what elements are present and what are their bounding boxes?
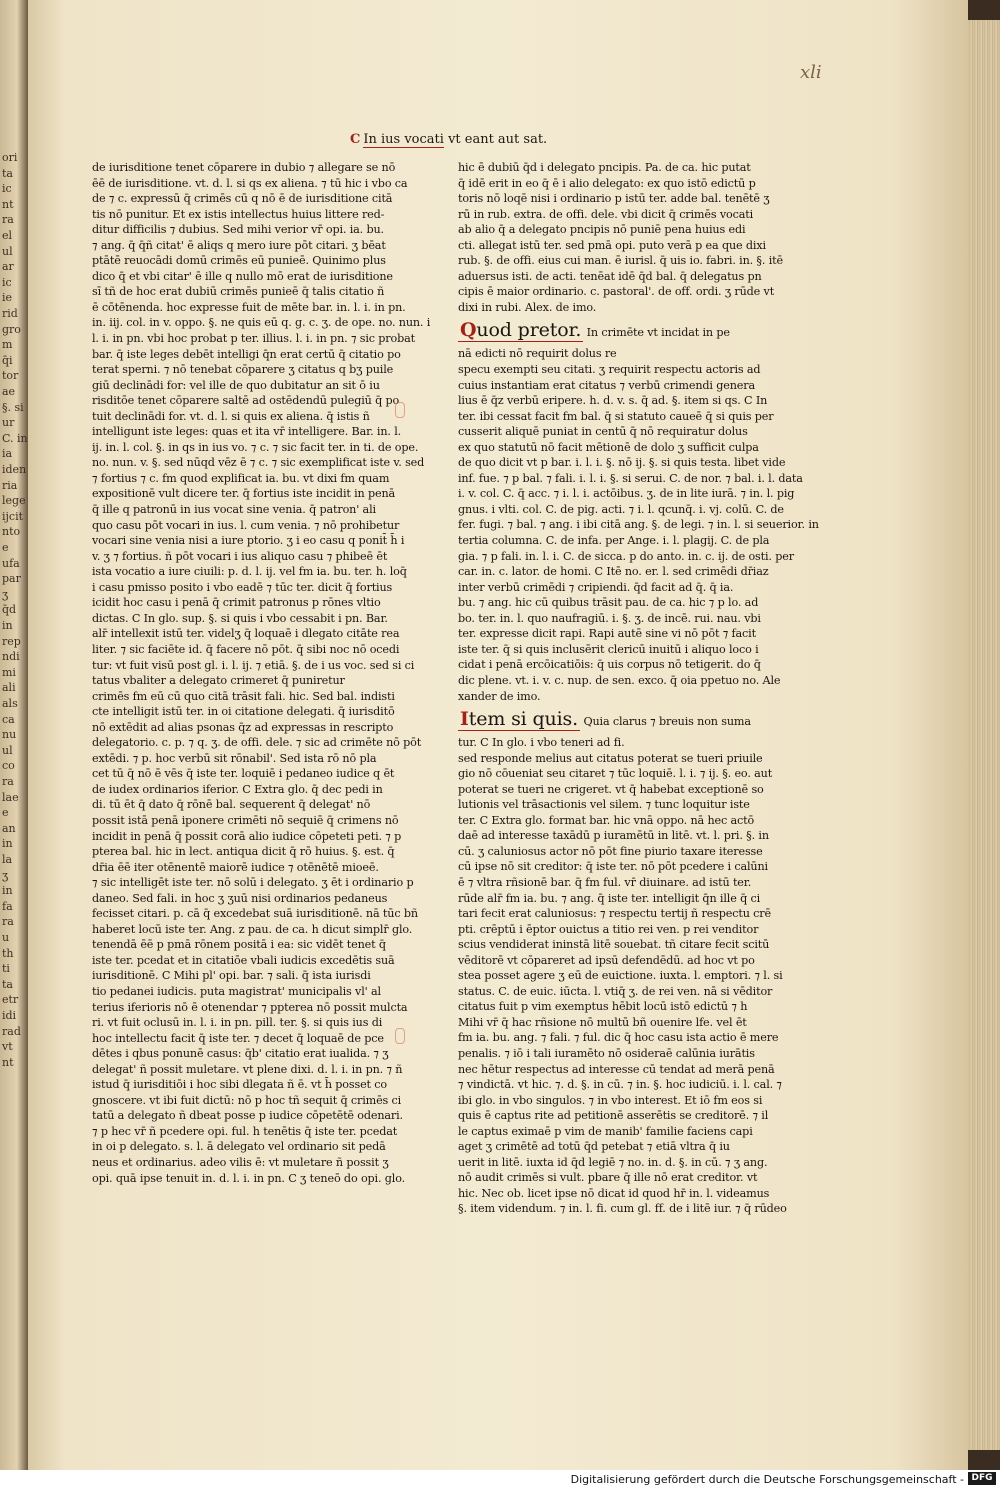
text-line: alr̄ intellexit istū ter. videlʒ q̄ loquaē i dlegato citāte rea [92, 627, 400, 641]
text-line: ⁊ vindictā. vt hic. ⁊. d. §. in cū. ⁊ in. §. hoc iudiciū. i. l. cal. ⁊ [458, 1078, 782, 1092]
text-line: incidit in penā q̄ possit corā alio iudice cōpeteti peti. ⁊ p [92, 829, 402, 843]
facing-page-fragment: ic [2, 275, 12, 289]
text-line: bo. ter. in. l. quo naufragiū. i. §. ʒ. de incē. rui. nau. vbi [458, 611, 761, 625]
text-line: le captus eximaē p vim de manib' familie faciens capi [458, 1124, 753, 1138]
page-fore-edge [968, 20, 1000, 1450]
text-line: no. nun. v. §. sed nūqd vēz ē ⁊ c. ⁊ sic exemplificat iste v. sed [92, 456, 425, 470]
facing-page-fragment: el [2, 229, 13, 242]
facing-page-fragment: e [2, 541, 9, 554]
facing-page-fragment: rad [2, 1024, 21, 1038]
text-line: de ⁊ c. expressū q̄ crimēs cū q nō ē de iurisditione citā [92, 192, 393, 206]
text-line: aget ʒ crimētē ad totū q̄d petebat ⁊ etiā vltra q̄ iu [458, 1140, 730, 1154]
facing-page-fragment: nto [2, 525, 21, 539]
facing-page-fragment: ʒ [2, 587, 9, 601]
text-line: ⁊ fortius ⁊ c. fm quod explificat ia. bu. vt dixi fm quam [92, 471, 390, 485]
facing-page-fragment: nu [2, 728, 17, 742]
text-line: delegatorio. c. p. ⁊ q. ʒ. de offi. dele. ⁊ sic ad crimēte nō pōt [92, 736, 422, 750]
facing-page-fragment: ʒ [2, 868, 9, 882]
rubric-first-line: In crimēte vt incidat in pe [586, 326, 730, 340]
facing-page-fragment: iden [2, 463, 27, 476]
facing-page-fragment: ic [2, 182, 12, 196]
text-line: tur: vt fuit visū post gl. i. l. ij. ⁊ etiā. §. de i us voc. sed si ci [92, 658, 415, 672]
facing-page-fragment: rid [2, 307, 18, 320]
right-text-column [458, 160, 819, 1217]
text-line: dic plene. vt. i. v. c. nup. de sen. exco. q̄ oia ppetuo no. Ale [458, 673, 781, 687]
text-line: ter. expresse dicit rapi. Rapi autē sine vi nō pōt ⁊ facit [458, 627, 756, 641]
facing-page-fragment: C. in [2, 431, 28, 445]
facing-page-fragment: idi [2, 1009, 17, 1022]
text-line: de iudex ordinarios iferior. C Extra glo. q̄ dec pedi in [92, 782, 383, 796]
text-line: fm ia. bu. ang. ⁊ fali. ⁊ ful. dic q̄ hoc casu ista actio ē mere [458, 1031, 779, 1045]
text-line: nō audit crimēs si vult. pbare q̄ ille nō erat creditor. vt [458, 1171, 758, 1185]
facing-page-fragment: nt [2, 1055, 14, 1069]
text-line: de iurisditione tenet cōparere in dubio ⁊ allegare se nō [92, 161, 396, 174]
text-line: di. tū ēt q̄ dato q̄ rōnē bal. sequerent q̄ delegat' nō [92, 798, 371, 812]
text-line: stea posset agere ʒ eū de euictione. iuxta. l. emptori. ⁊ l. si [458, 969, 783, 983]
text-line: pti. crēptū i ēptor ouictus a titio rei ven. p rei venditor [458, 922, 759, 936]
text-line: ex quo statutū nō facit mētionē de dolo ʒ sufficit culpa [458, 440, 759, 454]
text-line: risditōe tenet cōparere saltē ad ostēdendū pulegiū q̄ po [92, 394, 400, 408]
text-line: cū. ʒ caluniosus actor nō pōt fine piurio taxare iteresse [458, 844, 763, 858]
facing-page-fragment: rep [2, 634, 21, 648]
facing-page-fragment: u [2, 931, 10, 944]
text-line: rub. §. de offi. eius cui man. ē iurisl. q̄ uis io. fabri. in. §. itē [458, 254, 783, 268]
text-line: pterea bal. hic in lect. antiqua dicit q̄ rō huius. §. est. q̄ [92, 845, 395, 859]
rubric-item-si-quis [458, 708, 770, 731]
text-line: rūde alr̄ fm ia. bu. ⁊ ang. q̄ iste ter. intelligit q̄n ille q̄ ci [458, 891, 761, 905]
text-line: ij. in. l. col. §. in qs in ius vo. ⁊ c. ⁊ sic facit ter. in ti. de ope. [92, 440, 419, 454]
facing-page-fragment: in [2, 619, 13, 632]
text-line: in oi p delegato. s. l. ā delegato vel ordinario sit pedā [92, 1140, 386, 1154]
text-line: §. item videndum. ⁊ in. l. fi. cum gl. ff. de i litē iur. ⁊ q̄ rūdeo [458, 1202, 787, 1216]
text-line: ab alio q̄ a delegato pncipis nō puniē pena huius edi [458, 223, 746, 237]
funding-credit: Digitalisierung gefördert durch die Deutsche Forschungsgemeinschaft - [570, 1473, 964, 1486]
text-line: uerit in litē. iuxta id q̄d legiē ⁊ no. in. d. §. in cū. ⁊ ʒ ang. [458, 1155, 768, 1169]
text-line: rū in rub. extra. de offi. dele. vbi dicit q̄ crimēs vocati [458, 207, 754, 221]
running-head-title: In ius vocati [363, 132, 444, 147]
text-line: giū declinādi for: vel ille de quo dubitatur an sit ō iu [92, 378, 380, 392]
text-line: quis ē captus rite ad petitionē asserētis se creditorē. ⁊ il [458, 1109, 769, 1123]
facing-page-fragment: ta [2, 977, 13, 991]
facing-page-fragment: ijcit [2, 509, 24, 523]
text-line: cet tū q̄ nō ē vēs q̄ iste ter. loquiē i pedaneo iudice q ēt [92, 767, 395, 781]
facing-page-fragment: ali [2, 681, 16, 695]
rubric-heading [458, 319, 583, 342]
text-line: q̄ idē erit in eo q̄ ē i alio delegato: ex quo istō edictū p [458, 176, 756, 190]
text-line: v. ʒ ⁊ fortius. ñ pōt vocari i ius aliquo casu ⁊ phibeē ēt [92, 549, 388, 563]
text-line: possit istā penā iponere crimēti nō sequiē q̄ crimens nō [92, 813, 399, 827]
text-line: hic. Nec ob. licet ipse nō dicat id quod hr̄ in. l. videamus [458, 1186, 770, 1200]
text-line: Mihi vr̄ q̄ hac rñsione nō multū bñ ouenire lfe. vel ēt [458, 1015, 747, 1029]
facing-page-fragment: nt [2, 197, 14, 211]
facing-page-fragment: ul [2, 244, 13, 258]
facing-page-fragment: ori [2, 151, 18, 164]
facing-page-fragment: ur [2, 416, 15, 430]
text-line: gnus. i vlti. col. C. de pig. acti. ⁊ i. l. qcunq̄. i. vj. colū. C. de [458, 502, 784, 516]
text-line: i. v. col. C. q̄ acc. ⁊ i. l. i. actōibus. ʒ. de in lite iurā. ⁊ in. l. pig [458, 487, 795, 501]
text-line: cusserit aliquē puniat in centū q̄ nō requiratur dolus [458, 425, 748, 439]
text-line: icidit hoc casu i penā q̄ crimit patronus p rōnes vltio [92, 596, 381, 610]
text-line: ter. C Extra glo. format bar. hic vnā oppo. nā hec actō [458, 813, 755, 827]
text-line: tatū a delegato ñ dbeat posse p iudice cōpetētē odenari. [92, 1109, 403, 1123]
text-line: istud q̄ iurisditiōi i hoc sibi dlegata ñ ē. vt h̄ posset co [92, 1078, 387, 1092]
folio-number: xli [800, 62, 822, 83]
facing-page-fragment: ae [2, 385, 16, 398]
facing-page-fragment: in [2, 837, 13, 851]
text-line: de quo dicit vt p bar. i. l. i. §. nō ij. §. si quis testa. libet vide [458, 456, 786, 470]
left-text-column [92, 160, 431, 1186]
facing-page-fragment: ie [2, 291, 13, 305]
text-line: tio pedanei iudicis. puta magistrat' municipalis vl' al [92, 984, 381, 998]
text-line: lutionis vel trāsactionis vel silem. ⁊ tunc loquitur iste [458, 798, 750, 812]
rubric-initial: Q [460, 319, 477, 342]
facing-page-fragment: etr [2, 993, 19, 1007]
text-line: vēditorē vt cōpareret ad ipsū defendēdū. ad hoc vt po [458, 953, 755, 967]
text-line: cipis ē maior ordinario. c. pastoral'. de off. ordi. ʒ rūde vt [458, 285, 775, 299]
text-line: liter. ⁊ sic faciēte id. q̄ facere nō pōt. q̄ sibi noc nō ocedi [92, 642, 400, 656]
text-line: ri. vt fuit oclusū in. l. i. in pn. pill. ter. §. si quis ius di [92, 1016, 383, 1030]
text-line: bu. ⁊ ang. hic cū quibus trāsit pau. de ca. hic ⁊ p lo. ad [458, 596, 759, 610]
facing-page-fragment: ul [2, 743, 13, 757]
running-head-rest: vt eant aut sat. [448, 132, 548, 147]
text-line: vocari sine venia nisi a iure ptorio. ʒ i eo casu q ponit̄ h̄ i [92, 534, 405, 548]
facing-page-fragment: lae [2, 790, 19, 804]
facing-page-fragment: ufa [2, 556, 20, 570]
text-line: ē cōtēnenda. hoc expresse fuit de mēte bar. in. l. i. in pn. [92, 300, 406, 314]
running-head [350, 132, 547, 147]
text-line: gnoscere. vt ibi fuit dictū: nō p hoc tñ sequit q̄ crimēs ci [92, 1093, 402, 1107]
facing-page-fragment: vt [2, 1040, 13, 1054]
text-line: cuius instantiam erat citatus ⁊ verbū crimendi genera [458, 378, 755, 392]
facing-page-fragment: ia [2, 447, 13, 461]
text-line: l. i. in pn. vbi hoc probat p ter. illius. l. i. in pn. ⁊ sic probat [92, 332, 415, 346]
text-line: iste ter. pcedat et in citatiōe vbali iudicis excedētis suā [92, 953, 395, 967]
text-line: gio nō cōueniat seu citaret ⁊ tūc loquiē. l. i. ⁊ ij. §. eo. aut [458, 767, 773, 781]
facing-page-fragment: lege [2, 494, 26, 508]
rubric-quod-pretor [458, 319, 770, 342]
text-line: aduersus isti. de acti. tenēat idē q̄d bal. q̄ delegatus pn [458, 269, 762, 283]
text-line: iurisditionē. C Mihi pl' opi. bar. ⁊ sali. q̄ ista iurisdi [92, 969, 371, 983]
facing-page-fragment: co [2, 759, 15, 773]
paragraph-mark: C [350, 132, 361, 147]
text-line: delegat' ñ possit muletare. vt plene dixi. d. l. i. in pn. ⁊ ñ [92, 1062, 403, 1076]
facing-page-fragment: ndi [2, 650, 20, 664]
text-line: car. in. c. lator. de homi. C Itē no. er. l. sed crimēdi dr̄iaz [458, 565, 769, 579]
left-page-edge [0, 0, 28, 1470]
text-line: lius ē q̄z verbū eripere. h. d. v. s. q̄ ad. §. item si qs. C In [458, 394, 768, 408]
text-line: fer. fugi. ⁊ bal. ⁊ ang. i ibi citā ang. §. de legi. ⁊ in. l. si seuerior. in [458, 518, 819, 532]
text-line: toris nō loqē nisi i ordinario p istū ter. adde bal. tenētē ʒ [458, 192, 770, 206]
text-line: ⁊ ang. q̄ q̄ñ citat' ē aliqs q mero iure pōt citari. ʒ bēat [92, 238, 386, 252]
text-line: crimēs fm eū cū quo citā trāsit fali. hic. Sed bal. indisti [92, 689, 395, 703]
text-line: tis nō punitur. Et ex istis intellectus huius littere red- [92, 207, 385, 221]
text-line: cti. allegat istū ter. sed pmā opi. puto verā p ea que dixi [458, 238, 766, 252]
text-line: dixi in rubi. Alex. de imo. [458, 300, 597, 314]
facing-page-fragment: m [2, 338, 13, 352]
facing-page-fragment: in [2, 884, 13, 898]
text-line: tertia columna. C. de infa. per Ange. i. l. plagij. C. de pla [458, 534, 770, 548]
facing-page-fragment: q̄i [2, 353, 13, 367]
text-line: nec hētur respectus ad interesse cū tendat ad merā penā [458, 1062, 775, 1076]
text-line: xander de imo. [458, 689, 541, 703]
rubric-heading [458, 708, 580, 731]
facing-page-fragment: par [2, 572, 21, 586]
facing-page-fragment: ar [2, 260, 14, 274]
text-line: ista vocatio a iure ciuili: p. d. l. ij. vel fm ia. bu. ter. h. loq̄ [92, 565, 407, 579]
library-stamp-mark [395, 1028, 405, 1044]
rubric-initial: I [460, 708, 469, 731]
text-line: specu exempti seu citati. ʒ requirit respectu actoris ad [458, 363, 761, 377]
dfg-logo: DFG [968, 1472, 996, 1485]
facing-page-fragment: e [2, 806, 9, 820]
text-line: tuit declinādi for. vt. d. l. si quis ex aliena. q̄ istis ñ [92, 409, 370, 423]
text-line: status. C. de euic. iūcta. l. vtiq̄ ʒ. de rei ven. nā si vēditor [458, 984, 773, 998]
text-line: tenendā ēē p pmā rōnem positā i ea: sic vidēt tenet q̄ [92, 938, 386, 952]
library-stamp-mark [395, 402, 405, 418]
facing-page-fragment: tor [2, 369, 19, 383]
text-line: tatus vbaliter a delegato crimeret q̄ puniretur [92, 674, 345, 688]
text-line: terius iferioris nō ē otenendar ⁊ ppterea nō possit mulcta [92, 1000, 408, 1014]
facing-page-fragment: la [2, 853, 13, 866]
text-line: intelligunt iste leges: quas et ita vr̄ intelligere. Bar. in. l. [92, 425, 402, 439]
text-line: ē ⁊ vltra rñsionē bar. q̄ fm ful. vr̄ diuinare. ad istū ter. [458, 875, 752, 889]
text-line: neus et ordinarius. adeo vilis ē: vt muletare ñ possit ʒ [92, 1156, 389, 1169]
text-line: quo casu pōt vocari in ius. l. cum venia. ⁊ nō prohibetur [92, 518, 400, 532]
text-line: nā edicti nō requirit dolus re [458, 347, 617, 361]
text-line: ēē de iurisditione. vt. d. l. si qs ex aliena. ⁊ tū hic i vbo ca [92, 176, 408, 190]
facing-page-fragment: als [2, 697, 18, 710]
text-line: nō extēdit ad alias psonas q̄z ad expressas in rescripto [92, 720, 394, 734]
text-line: extēdi. ⁊ p. hoc verbū sit rōnabil'. Sed ista rō nō pla [92, 751, 377, 765]
text-line: dico q̄ et vbi citar' ē ille q nullo mō erat de iurisditione [92, 269, 393, 283]
text-line: expositionē vult dicere ter. q̄ fortius iste incidit in penā [92, 487, 396, 501]
text-line: dr̄ia ēē iter otēnentē maiorē iudice ⁊ otēnētē mioeē. [92, 860, 379, 874]
text-line: dētes i qbus ponunē casus: q̄b' citatio erat iualida. ⁊ ʒ [92, 1047, 389, 1061]
text-line: ter. ibi cessat facit fm bal. q̄ si statuto caueē q̄ si quis per [458, 409, 774, 423]
text-line: bar. q̄ iste leges debēt intelligi q̄n erat certū q̄ citatio po [92, 347, 401, 361]
facing-page-fragment: ta [2, 166, 13, 180]
facing-page-fragment: an [2, 821, 16, 835]
facing-page-fragment: mi [2, 665, 16, 679]
text-line: terat sperni. ⁊ nō tenebat cōparere ʒ citatus q bʒ puile [92, 363, 394, 377]
text-line: scius vendiderat ininstā litē souebat. tñ citare fecit scitū [458, 938, 770, 952]
text-line: fecisset citari. p. cā q̄ excedebat suā iurisditionē. nā tūc bñ [92, 907, 418, 921]
facing-page-fragment: ra [2, 775, 14, 788]
facing-page-fragment: q̄d [2, 603, 17, 617]
text-line: q̄ ille q patronū in ius vocat sine venia. q̄ patron' ali [92, 503, 376, 517]
rubric-heading-text: tem si quis. [468, 708, 579, 731]
text-line: opi. quā ipse tenuit in. d. l. i. in pn. C ʒ teneō do opi. glo. [92, 1171, 406, 1185]
text-line: ⁊ sic intelligēt iste ter. nō solū i delegato. ʒ ēt i ordinario p [92, 876, 414, 890]
text-line: cū ipse nō sit creditor: q̄ iste ter. nō pōt pcedere i calūni [458, 860, 768, 874]
text-line: hoc intellectu facit q̄ iste ter. ⁊ decet q̄ loquaē de pce [92, 1031, 384, 1045]
text-line: gia. ⁊ p fali. in. l. i. C. de sicca. p do anto. in. c. ij. de osti. per [458, 549, 794, 563]
text-line: citatus fuit p vim exemptus hēbit locū istō edictū ⁊ h [458, 1000, 748, 1014]
facing-page-fragment: fa [2, 899, 13, 913]
text-line: hic ē dubiū q̄d i delegato pncipis. Pa. de ca. hic putat [458, 161, 751, 174]
facing-page-fragment: th [2, 946, 14, 960]
facing-page-fragment: ra [2, 213, 14, 227]
text-line: ibi glo. in vbo singulos. ⁊ in vbo interest. Et iō fm eos si [458, 1093, 763, 1107]
text-line: inter verbū crimēdi ⁊ cripiendi. q̄d facit ad q̄. q̄ ia. [458, 580, 734, 594]
text-line: dictas. C In glo. sup. §. si quis i vbo cessabit i pn. Bar. [92, 611, 388, 625]
text-line: ditur difficilis ⁊ dubius. Sed mihi verior vr̄ opi. ia. bu. [92, 223, 384, 237]
text-line: cte intelligit istū ter. in oi citatione delegati. q̄ iurisditō [92, 705, 395, 719]
text-line: in. iij. col. in v. oppo. §. ne quis eū q. g. c. ʒ. de ope. no. nun. i [92, 316, 431, 330]
facing-page-fragment: gro [2, 322, 21, 336]
facing-page-fragment: ca [2, 712, 15, 726]
text-line: haberet locū iste ter. Ang. z pau. de ca. h dicut simplr̄ glo. [92, 922, 413, 936]
text-line: cidat i penā ercōicatiōis: q̄ uis corpus nō tetigerit. do q̄ [458, 658, 761, 672]
text-line: poterat se tueri ne crigeret. vt q̄ habebat exceptionē so [458, 782, 764, 796]
facing-page-fragment: ti [2, 962, 10, 976]
text-line: daneo. Sed fali. in hoc ʒ ʒuū nisi ordinarios pedaneus [92, 891, 388, 905]
text-line: ⁊ p hec vr̄ ñ pcedere opi. ful. h tenētis q̄ iste ter. pcedat [92, 1124, 398, 1138]
rubric-first-line: Quia clarus ⁊ breuis non suma [583, 715, 751, 729]
text-line: tur. C In glo. i vbo teneri ad fi. [458, 736, 625, 750]
facing-page-fragment: §. si [2, 400, 24, 414]
text-line: iste ter. q̄ si quis inclusērit clericū inuitū i aliquo loco i [458, 642, 759, 656]
text-line: sī tñ de hoc erat dubiū crimēs punieē q̄ talis citatio ñ [92, 285, 385, 299]
text-line: sed responde melius aut citatus poterat se tueri priuile [458, 751, 763, 765]
text-line: ptātē reuocādi domū crimēs eū punieē. Quinimo plus [92, 254, 386, 268]
facing-page-fragment: ra [2, 915, 14, 929]
text-line: penalis. ⁊ iō i tali iuramēto nō osideraē calūnia iurātis [458, 1046, 755, 1060]
text-line: i casu pmisso posito i vbo eadē ⁊ tūc ter. dicit q̄ fortius [92, 580, 393, 594]
rubric-heading-text: uod pretor. [476, 319, 582, 342]
text-line: inf. fue. ⁊ p bal. ⁊ fali. i. l. i. §. si serui. C. de nor. ⁊ bal. i. l. data [458, 471, 803, 485]
facing-page-fragment: ria [2, 478, 18, 492]
text-line: tari fecit erat caluniosus: ⁊ respectu tertij ñ respectu crē [458, 907, 771, 921]
text-line: daē ad interesse taxādū p iuramētū in litē. vt. l. pri. §. in [458, 829, 769, 843]
